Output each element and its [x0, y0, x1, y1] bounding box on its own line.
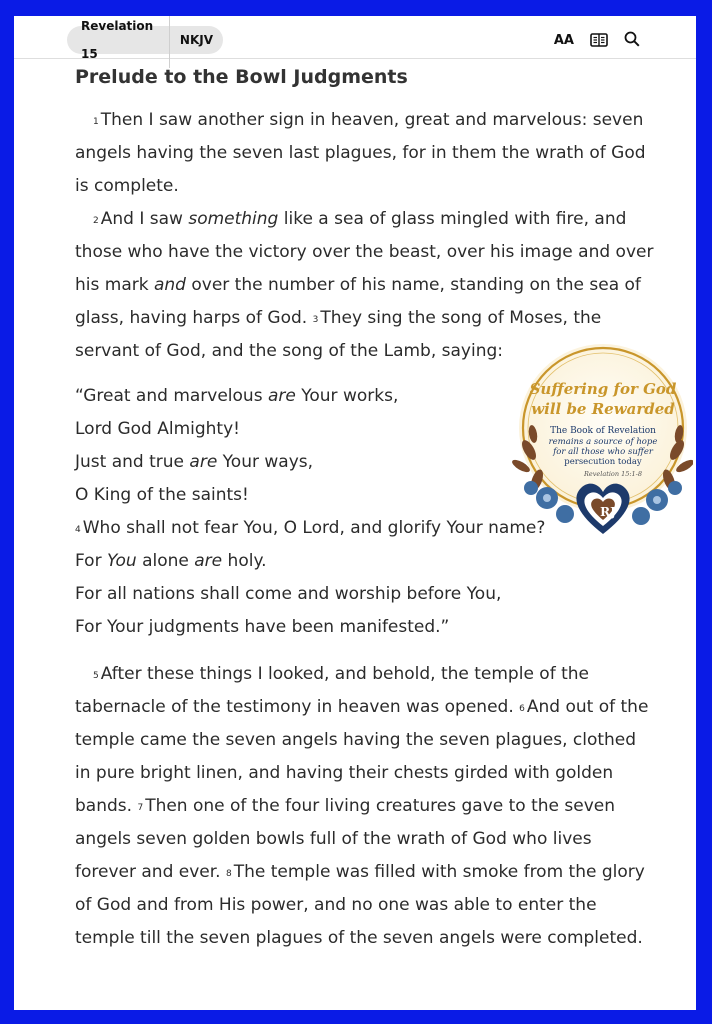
verse-number: 7	[137, 803, 144, 813]
emblem-body-line1: The Book of Revelation	[550, 426, 656, 436]
emblem-body-line2: remains a source of hope	[548, 437, 658, 447]
verse-text: Then one of the four living creatures gave to the seven angels seven golden bowls full of the wrath of God who lives forever and ever.	[75, 796, 615, 882]
emblem-title-line1: Suffering for God	[529, 380, 677, 398]
verse-number: 5	[93, 671, 99, 681]
poem-line: $^4$ Who shall not fear You, O Lord, and glorify Your name?	[75, 518, 546, 538]
version-selector[interactable]: NKJV	[179, 33, 213, 47]
text-size-icon[interactable]: AA	[553, 33, 574, 48]
verse-text: They sing the song of Moses, the servant of God, and the song of the Lamb, saying:	[75, 308, 602, 361]
emblem-image	[507, 338, 693, 548]
emblem-title-line2: will be Rewarded	[531, 400, 675, 418]
poem-line: For all nations shall come and worship before You,	[75, 584, 502, 604]
verse-text: over the number of his name, standing on the sea of glass, having harps of God.	[75, 275, 641, 328]
verse-number: 1	[93, 117, 99, 127]
verse-number: 2	[93, 216, 99, 226]
poem-line: O King of the saints!	[75, 485, 249, 505]
reader-window	[14, 16, 696, 1010]
verse-text: like a sea of glass mingled with fire, and those who have the victory over the beast, over his image and over his mark	[75, 209, 654, 295]
italic-word: something	[188, 209, 279, 229]
poem-line: For You alone are holy.	[75, 551, 267, 571]
toolbar	[554, 31, 640, 51]
verse-5-8	[75, 658, 655, 955]
verse-text: The temple was filled with smoke from the glory of God and from His power, and no one was able to enter the temple till the seven plagues of the seven angels were completed.	[75, 862, 645, 948]
section-heading: Prelude to the Bowl Judgments	[75, 66, 408, 88]
chapter-version-selector[interactable]	[67, 19, 223, 61]
emblem-reference: Revelation 15:1-8	[584, 470, 642, 478]
verse-text: And out of the temple came the seven angels having the seven plagues, clothed in pure bright linen, and having their chests girded with golden bands.	[75, 697, 649, 816]
verse-text: Then I saw another sign in heaven, great and marvelous: seven angels having the seven last plagues, for in them the wrath of God is complete.	[75, 110, 646, 196]
monogram: RJ	[600, 505, 616, 519]
verse-number: 6	[519, 704, 525, 714]
verse-number: 3	[312, 315, 319, 325]
chapter-selector[interactable]: Revelation 15	[67, 16, 170, 68]
poem-line: “Great and marvelous are Your works,	[75, 386, 399, 406]
emblem-body-line3: for all those who suffer	[553, 447, 653, 457]
search-icon[interactable]	[624, 31, 640, 51]
book-icon[interactable]	[590, 32, 608, 51]
poem-line: For Your judgments have been manifested.”	[75, 617, 450, 637]
emblem-body-line4: persecution today	[564, 457, 642, 467]
poem-line: Lord God Almighty!	[75, 419, 240, 439]
verse-number: 8	[225, 869, 232, 879]
verse-text: And I saw	[100, 209, 189, 229]
verse-number: 4	[75, 525, 81, 535]
verse-text: After these things I looked, and behold, the temple of the tabernacle of the testimony in heaven was opened.	[75, 664, 589, 717]
italic-word: and	[153, 275, 186, 295]
top-bar	[14, 16, 696, 59]
verse-1	[75, 104, 655, 203]
poem-line: Just and true are Your ways,	[75, 452, 314, 472]
